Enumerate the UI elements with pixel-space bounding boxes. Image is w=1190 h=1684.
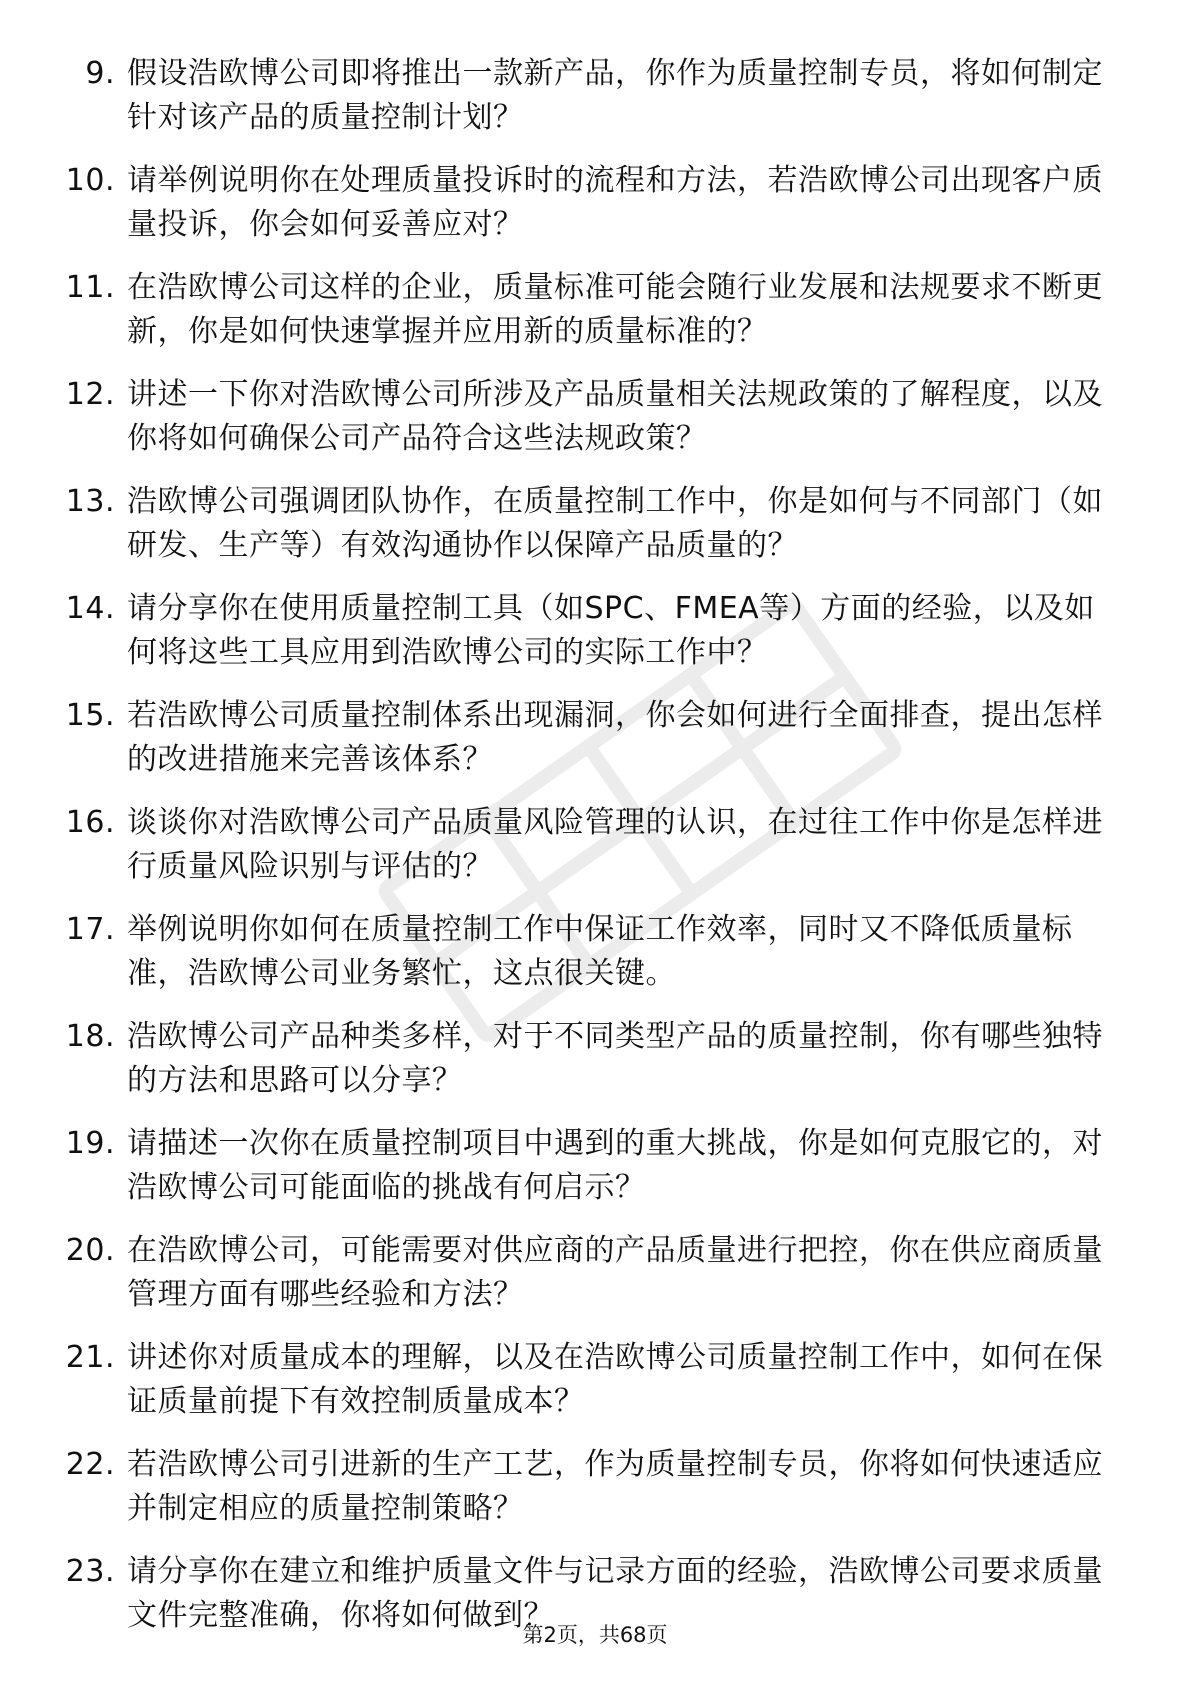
- question-text: 请举例说明你在处理质量投诉时的流程和方法，若浩欧博公司出现客户质量投诉，你会如何妥善应对？: [127, 163, 1103, 242]
- question-number: 14.: [65, 591, 115, 626]
- question-number: 19.: [65, 1126, 115, 1161]
- list-item: [55, 1336, 1115, 1424]
- list-item: [55, 1229, 1115, 1317]
- question-text: 请分享你在建立和维护质量文件与记录方面的经验，浩欧博公司要求质量文件完整准确，你将如何做到？: [127, 1554, 1103, 1633]
- question-text: 在浩欧博公司，可能需要对供应商的产品质量进行把控，你在供应商质量管理方面有哪些经验和方法？: [127, 1233, 1103, 1312]
- list-item: [55, 1015, 1115, 1103]
- question-text: 谈谈你对浩欧博公司产品质量风险管理的认识，在过往工作中你是怎样进行质量风险识别与评估的？: [127, 805, 1103, 884]
- page-footer: 第2页，共68页: [522, 1623, 668, 1647]
- question-text: 请分享你在使用质量控制工具（如SPC、FMEA等）方面的经验，以及如何将这些工具应用到浩欧博公司的实际工作中？: [127, 591, 1095, 670]
- question-number: 15.: [65, 698, 115, 733]
- list-item: [55, 908, 1115, 996]
- list-item: [55, 159, 1115, 247]
- list-item: [55, 52, 1115, 140]
- question-text: 浩欧博公司强调团队协作，在质量控制工作中，你是如何与不同部门（如研发、生产等）有效沟通协作以保障产品质量的？: [127, 484, 1103, 563]
- list-item: [55, 266, 1115, 354]
- question-number: 10.: [65, 163, 115, 198]
- question-number: 23.: [65, 1554, 115, 1589]
- question-text: 请描述一次你在质量控制项目中遇到的重大挑战，你是如何克服它的，对浩欧博公司可能面临的挑战有何启示？: [127, 1126, 1103, 1205]
- question-number: 16.: [65, 805, 115, 840]
- question-number: 13.: [65, 484, 115, 519]
- question-number: 22.: [65, 1447, 115, 1482]
- question-number: 11.: [65, 270, 115, 305]
- question-list: [55, 52, 1115, 1657]
- question-text: 浩欧博公司产品种类多样，对于不同类型产品的质量控制，你有哪些独特的方法和思路可以分享？: [127, 1019, 1103, 1098]
- question-text: 在浩欧博公司这样的企业，质量标准可能会随行业发展和法规要求不断更新，你是如何快速掌握并应用新的质量标准的？: [127, 270, 1103, 349]
- question-text: 讲述你对质量成本的理解，以及在浩欧博公司质量控制工作中，如何在保证质量前提下有效控制质量成本？: [127, 1340, 1103, 1419]
- question-text: 假设浩欧博公司即将推出一款新产品，你作为质量控制专员，将如何制定针对该产品的质量控制计划？: [127, 56, 1103, 135]
- question-number: 21.: [65, 1340, 115, 1375]
- list-item: [55, 801, 1115, 889]
- question-number: 18.: [65, 1019, 115, 1054]
- question-number: 17.: [65, 912, 115, 947]
- list-item: [55, 480, 1115, 568]
- question-number: 12.: [65, 377, 115, 412]
- list-item: [55, 1122, 1115, 1210]
- question-number: 20.: [65, 1233, 115, 1268]
- list-item: [55, 694, 1115, 782]
- question-text: 讲述一下你对浩欧博公司所涉及产品质量相关法规政策的了解程度，以及你将如何确保公司产品符合这些法规政策？: [127, 377, 1103, 456]
- list-item: [55, 373, 1115, 461]
- list-item: [55, 587, 1115, 675]
- list-item: [55, 1443, 1115, 1531]
- question-text: 若浩欧博公司引进新的生产工艺，作为质量控制专员，你将如何快速适应并制定相应的质量控制策略？: [127, 1447, 1103, 1526]
- question-text: 若浩欧博公司质量控制体系出现漏洞，你会如何进行全面排查，提出怎样的改进措施来完善该体系？: [127, 698, 1103, 777]
- question-text: 举例说明你如何在质量控制工作中保证工作效率，同时又不降低质量标准，浩欧博公司业务繁忙，这点很关键。: [127, 912, 1073, 991]
- question-number: 9.: [85, 56, 115, 91]
